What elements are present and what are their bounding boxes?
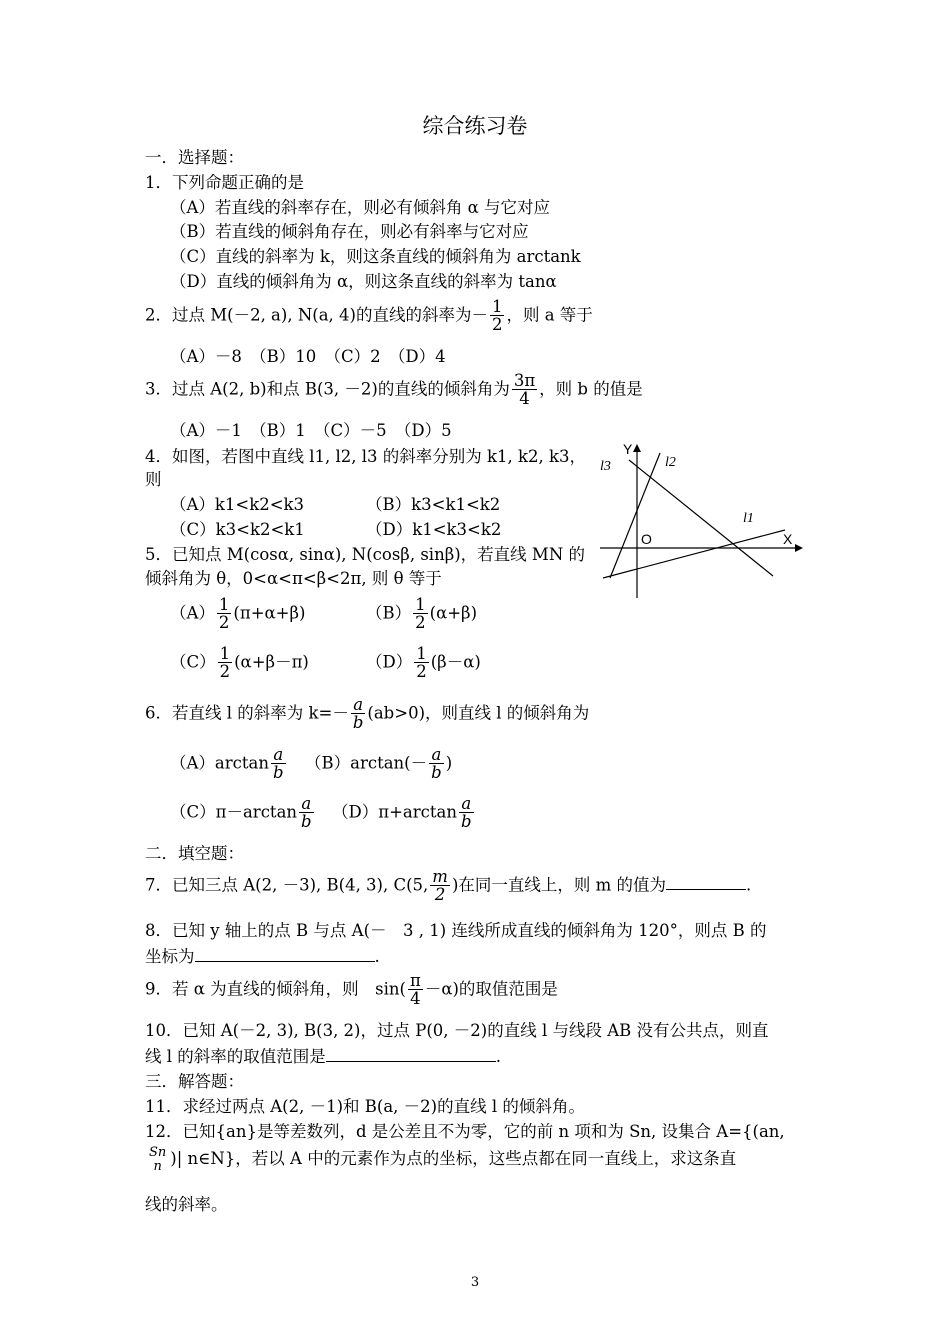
page-number: 3 xyxy=(470,1275,480,1290)
y-axis-label: Y xyxy=(623,441,633,457)
line-l1 xyxy=(603,530,785,578)
q6-c-label: （C）π－arctan xyxy=(170,802,298,822)
x-axis-arrow xyxy=(795,544,803,552)
q10-line2 xyxy=(145,1045,501,1068)
q2-stem xyxy=(145,298,593,334)
q3-stem xyxy=(145,372,643,408)
q12-line2-text: )| n∈N}，若以 A 中的元素作为点的坐标，这些点都在同一直线上，求这条直 xyxy=(170,1149,737,1169)
q6-d-label: （D）π+arctan xyxy=(332,802,457,822)
q8-end: . xyxy=(374,947,380,966)
origin-label: O xyxy=(641,531,652,547)
q5-a-den: 2 xyxy=(218,613,230,633)
q2-pre: 2．过点 M(－2, a), N(a, 4)的直线的斜率为－ xyxy=(145,305,488,325)
q5-option-d xyxy=(366,645,481,681)
q12-num: Sn xyxy=(149,1145,167,1160)
q6-a-den: b xyxy=(272,763,284,783)
q12-line1: 12．已知{an}是等差数列，d 是公差且不为零，它的前 n 项和为 Sn, 设集合 A={(an, xyxy=(145,1122,785,1141)
q6-option-a xyxy=(170,746,288,782)
lines-figure xyxy=(595,438,810,598)
q5-option-b xyxy=(366,596,477,632)
q6-d-den: b xyxy=(460,812,472,832)
line-l2 xyxy=(610,453,660,578)
q4-option-a: （A）k1<k2<k3 xyxy=(170,495,305,514)
q12-line3: 线的斜率。 xyxy=(145,1195,228,1214)
q3-post: ，则 b 的值是 xyxy=(539,379,643,399)
q5-c-label: （C） xyxy=(170,652,216,672)
q9-den: 4 xyxy=(410,989,421,1009)
q6-c-num: a xyxy=(299,795,314,813)
q6-a-label: （A）arctan xyxy=(170,753,269,773)
q6-num: a xyxy=(351,696,366,714)
q6-b-num: a xyxy=(429,746,444,764)
q10-line1: 10．已知 A(－2, 3), B(3, 2)，过点 P(0, －2)的直线 l 与线段 AB 没有公共点，则直 xyxy=(145,1021,769,1040)
q1-option-b: （B）若直线的倾斜角存在，则必有斜率与它对应 xyxy=(170,222,529,241)
q6-fraction xyxy=(351,696,366,732)
q5-d-num: 1 xyxy=(416,644,427,663)
q5-d-den: 2 xyxy=(416,662,427,682)
q2-options: （A）－8 （B）10 （C）2 （D）4 xyxy=(170,347,446,366)
x-axis-label: X xyxy=(783,531,793,547)
q5-line1: 5．已知点 M(cosα, sinα), N(cosβ, sinβ)，若直线 MN 的 xyxy=(145,545,586,564)
section-answer-heading: 三．解答题： xyxy=(145,1072,244,1091)
q5-c-num: 1 xyxy=(219,644,231,663)
q5-option-a xyxy=(170,596,305,632)
q1-option-d: （D）直线的倾斜角为 α，则这条直线的斜率为 tanα xyxy=(170,272,557,291)
q6-pre: 6．若直线 l 的斜率为 k=－ xyxy=(145,703,349,723)
q10-end: . xyxy=(495,1047,502,1066)
q6-b-label: （B）arctan(－ xyxy=(305,753,428,773)
q3-fraction xyxy=(512,372,537,408)
q1-option-c: （C）直线的斜率为 k，则这条直线的倾斜角为 arctank xyxy=(170,247,581,266)
q5-b-expr: (α+β) xyxy=(429,603,478,623)
q7-pre: 7．已知三点 A(2, －3), B(4, 3), C(5, xyxy=(145,875,429,895)
q4-option-b: （B）k3<k1<k2 xyxy=(366,495,501,514)
q5-b-label: （B） xyxy=(366,603,412,623)
q5-b-num: 1 xyxy=(415,595,426,614)
q7-answer-blank[interactable] xyxy=(666,873,746,890)
q6-option-c xyxy=(170,795,316,831)
q2-num: 1 xyxy=(491,297,503,316)
q5-c-den: 2 xyxy=(219,662,231,682)
q6-stem xyxy=(145,696,589,732)
q5-c-frac xyxy=(218,645,233,681)
q5-option-c xyxy=(170,645,309,681)
q1-option-a: （A）若直线的斜率存在，则必有倾斜角 α 与它对应 xyxy=(170,198,551,217)
q6-b-den: b xyxy=(431,763,442,783)
q3-den: 4 xyxy=(519,389,530,409)
l1-label: l1 xyxy=(743,511,754,526)
q7-end: . xyxy=(746,875,752,895)
q4-line2: 则 xyxy=(145,470,162,489)
q5-a-label: （A） xyxy=(170,603,215,623)
q5-a-expr: (π+α+β) xyxy=(233,603,306,623)
q9 xyxy=(145,972,558,1008)
q5-b-den: 2 xyxy=(415,613,426,633)
q3-options: （A）－1 （B）1 （C）－5 （D）5 xyxy=(170,421,452,440)
y-axis-arrow xyxy=(633,444,641,452)
l2-label: l2 xyxy=(665,455,676,470)
q5-b-frac xyxy=(413,596,428,632)
q9-post: －α)的取值范围是 xyxy=(424,979,558,999)
q4-line1: 4．如图，若图中直线 l1, l2, l3 的斜率分别为 k1, k2, k3， xyxy=(145,447,587,466)
q5-c-expr: (α+β－π) xyxy=(234,652,309,672)
q6-d-num: a xyxy=(459,795,474,813)
q12-den: n xyxy=(153,1158,162,1174)
q3-pre: 3．过点 A(2, b)和点 B(3, －2)的直线的倾斜角为 xyxy=(145,379,510,399)
q6-option-b xyxy=(305,746,452,782)
q12-line2 xyxy=(145,1146,736,1173)
q6-a-num: a xyxy=(271,746,286,764)
q8-line2 xyxy=(145,945,380,968)
q7-num: m xyxy=(432,867,448,886)
q8-line1: 8．已知 y 轴上的点 B 与点 A(－ 3 , 1) 连线所成直线的倾斜角为 120°，则点 B 的 xyxy=(145,921,767,940)
q3-num: 3π xyxy=(513,371,536,390)
q9-pre: 9．若 α 为直线的倾斜角，则 sin( xyxy=(145,979,406,999)
q6-c-den: b xyxy=(301,812,312,832)
section-fill-heading: 二．填空题： xyxy=(145,844,244,863)
q2-post: ，则 a 等于 xyxy=(506,305,593,325)
q5-d-expr: (β－α) xyxy=(430,652,481,672)
q4-option-d: （D）k1<k3<k2 xyxy=(366,520,502,539)
l3-label: l3 xyxy=(600,459,611,474)
page-title: 综合练习卷 xyxy=(422,114,528,138)
q8-answer-blank[interactable] xyxy=(195,945,375,962)
q6-c-frac xyxy=(299,795,314,831)
q7-post: )在同一直线上，则 m 的值为 xyxy=(451,875,667,895)
q6-d-frac xyxy=(459,795,474,831)
q5-d-label: （D） xyxy=(366,652,413,672)
q5-d-frac xyxy=(414,645,429,681)
q9-fraction xyxy=(408,972,423,1008)
section-choice-heading: 一．选择题： xyxy=(145,148,244,167)
q12-fraction xyxy=(147,1146,168,1173)
q4-option-c: （C）k3<k2<k1 xyxy=(170,520,305,539)
q6-a-frac xyxy=(271,746,286,782)
q6-b-close: ) xyxy=(445,753,453,773)
q7 xyxy=(145,868,751,904)
q2-fraction xyxy=(490,298,505,334)
q7-fraction xyxy=(430,868,450,904)
q5-a-frac xyxy=(217,596,232,632)
q6-option-d xyxy=(332,795,476,831)
q7-den: 2 xyxy=(434,885,446,905)
q1-stem: 1．下列命题正确的是 xyxy=(145,173,304,192)
q11: 11．求经过两点 A(2, －1)和 B(a, －2)的直线 l 的倾斜角。 xyxy=(145,1097,585,1116)
q6-den: b xyxy=(352,713,364,733)
q5-line2: 倾斜角为 θ，0<α<π<β<2π, 则 θ 等于 xyxy=(145,569,442,588)
q10-answer-blank[interactable] xyxy=(326,1045,496,1062)
q8-line2-text: 坐标为 xyxy=(145,947,195,966)
q2-den: 2 xyxy=(491,315,503,335)
q10-line2-text: 线 l 的斜率的取值范围是 xyxy=(145,1047,326,1066)
q5-a-num: 1 xyxy=(218,595,230,614)
q6-post: (ab>0)，则直线 l 的倾斜角为 xyxy=(367,703,590,723)
q6-b-frac xyxy=(429,746,444,782)
q9-num: π xyxy=(409,971,421,990)
